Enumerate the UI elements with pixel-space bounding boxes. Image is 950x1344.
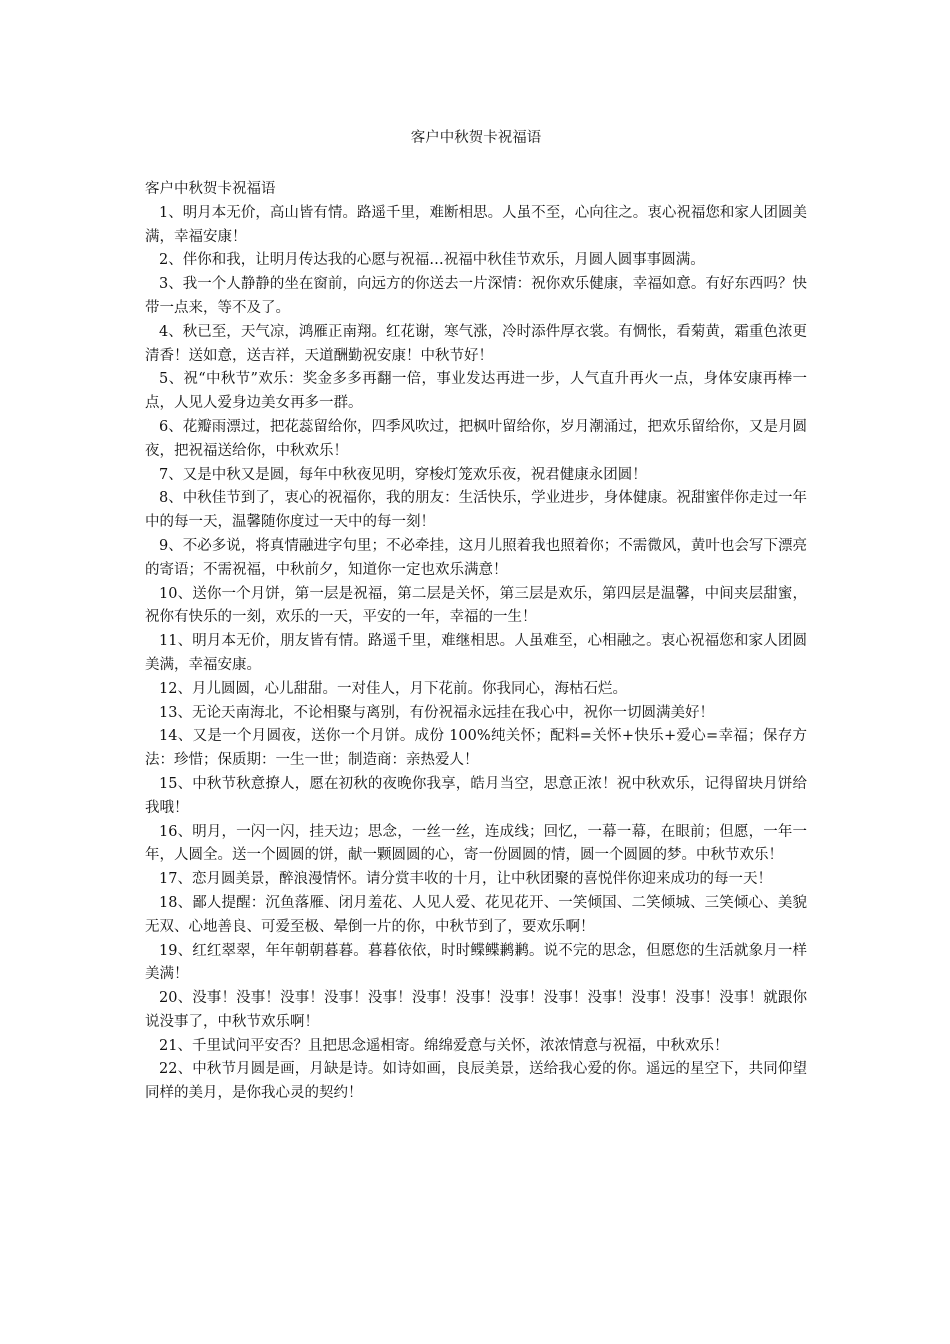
greeting-item-19: 19、红红翠翠，年年朝朝暮暮。暮暮依依，时时鲽鲽鹣鹣。说不完的思念，但愿您的生活就象月一样美满！ [145,942,807,983]
greeting-item-5: 5、祝“中秋节”欢乐：奖金多多再翻一倍，事业发达再进一步，人气直升再火一点，身体安康再棒一点，人见人爱身边美女再多一群。 [145,371,807,412]
greeting-item-3: 3、我一个人静静的坐在窗前，向远方的你送去一片深情：祝你欢乐健康，幸福如意。有好东西吗？快带一点来，等不及了。 [145,276,807,316]
greeting-item-12: 12、月儿圆圆，心儿甜甜。一对佳人，月下花前。你我同心，海枯石烂。 [159,680,627,697]
greeting-item-17: 17、恋月圆美景，醉浪漫情怀。请分赏丰收的十月，让中秋团聚的喜悦伴你迎来成功的每一天！ [159,871,772,888]
greeting-item-22: 22、中秋节月圆是画，月缺是诗。如诗如画，良辰美景，送给我心爱的你。遥远的星空下，共同仰望同样的美月，是你我心灵的契约！ [145,1061,807,1102]
greeting-item-13: 13、无论天南海北，不论相聚与离别，有份祝福永远挂在我心中，祝你一切圆满美好！ [159,704,714,721]
document-subtitle: 客户中秋贺卡祝福语 [145,181,276,197]
greeting-item-16: 16、明月，一闪一闪，挂天边；思念，一丝一丝，连成线；回忆，一幕一幕，在眼前；但愿，一年一年，人圆全。送一个圆圆的饼，献一颗圆圆的心，寄一份圆圆的情，圆一个圆圆的梦。中秋节欢乐！ [145,823,807,864]
greeting-item-2: 2、伴你和我，让明月传达我的心愿与祝福…祝福中秋佳节欢乐，月圆人圆事事圆满。 [159,252,705,269]
greeting-item-6: 6、花瓣雨漂过，把花蕊留给你，四季风吹过，把枫叶留给你，岁月潮涌过，把欢乐留给你，又是月圆夜，把祝福送给你，中秋欢乐！ [145,418,807,459]
greeting-item-10: 10、送你一个月饼，第一层是祝福，第二层是关怀，第三层是欢乐，第四层是温馨，中间夹层甜蜜，祝你有快乐的一刻，欢乐的一天，平安的一年，幸福的一生！ [145,585,807,626]
greeting-item-9: 9、不必多说，将真情融进字句里；不必牵挂，这月儿照着我也照着你；不需微风，黄叶也会写下漂亮的寄语；不需祝福，中秋前夕，知道你一定也欢乐满意！ [145,537,807,578]
document-title: 客户中秋贺卡祝福语 [410,130,542,146]
greeting-item-21: 21、千里试问平安否？且把思念遥相寄。绵绵爱意与关怀，浓浓情意与祝福，中秋欢乐！ [159,1037,729,1054]
greeting-item-20: 20、没事！没事！没事！没事！没事！没事！没事！没事！没事！没事！没事！没事！没事！就跟你说没事了，中秋节欢乐啊！ [145,990,807,1030]
greeting-item-7: 7、又是中秋又是圆，每年中秋夜见明，穿梭灯笼欢乐夜，祝君健康永团圆！ [159,466,647,483]
greeting-item-4: 4、秋已至，天气凉，鸿雁正南翔。红花谢，寒气涨，冷时添件厚衣裳。有惆怅，看菊黄，霜重色浓更清香！送如意，送吉祥，天道酬勤祝安康！中秋节好！ [145,323,807,364]
greeting-item-14: 14、又是一个月圆夜，送你一个月饼。成份 100%纯关怀；配料=关怀+快乐+爱心=幸福；保存方法：珍惜；保质期：一生一世；制造商：亲热爱人！ [145,728,807,769]
greeting-item-11: 11、明月本无价，朋友皆有情。路遥千里，难继相思。人虽难至，心相融之。衷心祝福您和家人团圆美满，幸福安康。 [145,633,807,673]
greeting-item-1: 1、明月本无价，高山皆有情。路遥千里，难断相思。人虽不至，心向往之。衷心祝福您和家人团圆美满，幸福安康！ [145,204,807,245]
greeting-item-8: 8、中秋佳节到了，衷心的祝福你，我的朋友：生活快乐，学业进步，身体健康。祝甜蜜伴你走过一年中的每一天，温馨随你度过一天中的每一刻！ [145,490,807,531]
document-body [145,178,807,1106]
greeting-item-18: 18、鄙人提醒：沉鱼落雁、闭月羞花、人见人爱、花见花开、一笑倾国、二笑倾城、三笑倾心、美貌无双、心地善良、可爱至极、晕倒一片的你，中秋节到了，要欢乐啊！ [145,894,807,935]
greeting-item-15: 15、中秋节秋意撩人，愿在初秋的夜晚你我享，皓月当空，思意正浓！祝中秋欢乐，记得留块月饼给我哦！ [145,775,807,816]
